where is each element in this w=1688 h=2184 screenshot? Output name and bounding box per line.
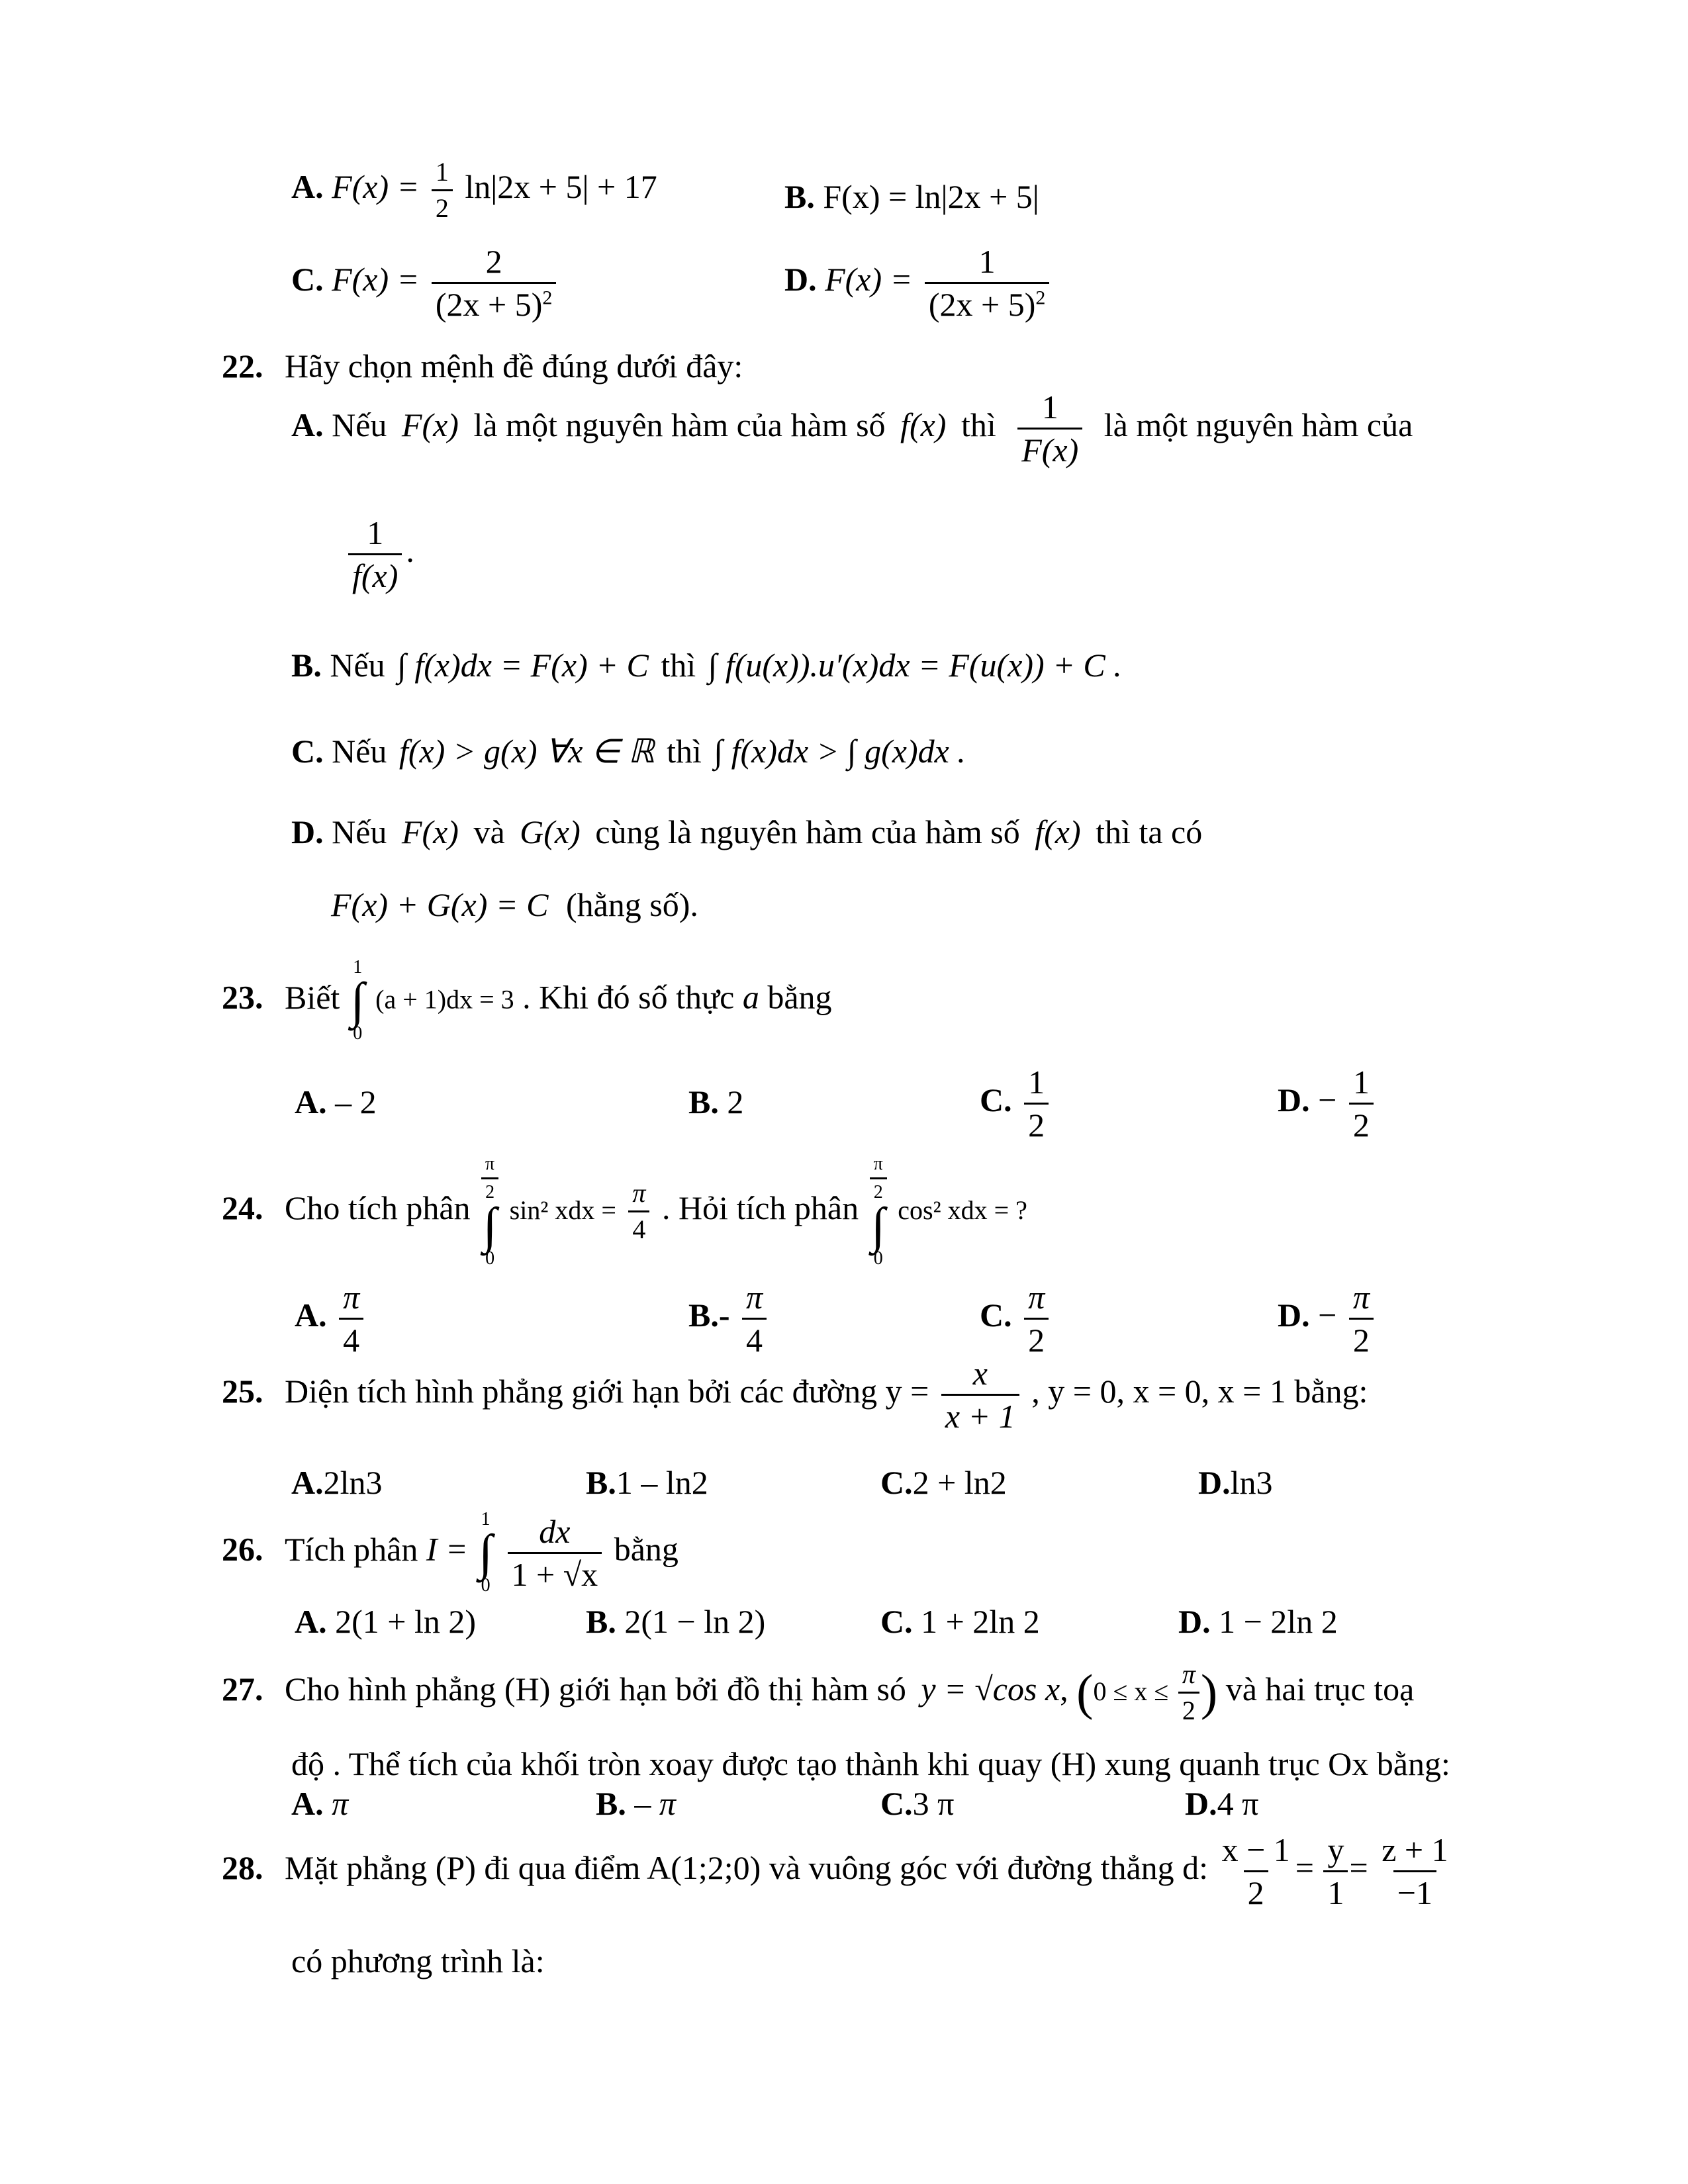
denominator: −1 [1393, 1870, 1436, 1909]
upper-limit [870, 1155, 887, 1202]
paren-open: ( [1076, 1664, 1094, 1721]
option-label: A. [291, 167, 324, 205]
numerator: 1 [1352, 1064, 1370, 1101]
text: . Hỏi tích phân [661, 1189, 859, 1227]
q25-stem [222, 1357, 1368, 1433]
sign: - [718, 1296, 730, 1334]
option-label: A. [295, 1083, 327, 1120]
q22-option-a-cont [344, 516, 414, 592]
question-number: 28. [222, 1848, 263, 1886]
q23-option-b[interactable] [688, 1085, 743, 1118]
option-label: B. [596, 1785, 626, 1822]
text: Nếu [332, 733, 387, 770]
question-number: 26. [222, 1530, 263, 1568]
fraction [925, 245, 1050, 321]
option-label: C. [880, 1464, 913, 1501]
text: là một nguyên hàm của hàm số [473, 406, 886, 443]
sign: − [1318, 1081, 1337, 1118]
denominator: 2 [1178, 1692, 1199, 1724]
fraction [348, 516, 402, 592]
integral-sign [351, 958, 365, 1043]
denominator: 1 + √x [508, 1552, 602, 1591]
text: và hai trục toạ [1225, 1670, 1415, 1707]
math: F(x) [401, 406, 459, 443]
math: ∫ f(x)dx > ∫ g(x)dx . [714, 733, 966, 770]
question-number: 27. [222, 1670, 263, 1707]
q28-stem-cont [291, 1944, 545, 1978]
denominator: 2 [1244, 1870, 1268, 1909]
numerator: x [972, 1355, 988, 1392]
denominator: 2 [481, 1177, 498, 1202]
math: F(x) = [825, 260, 913, 298]
denominator: 2 [1349, 1103, 1374, 1142]
question-number: 23. [222, 978, 263, 1016]
lower-limit: 0 [481, 1575, 491, 1596]
math: a [742, 978, 759, 1016]
q25-option-d[interactable] [1198, 1466, 1273, 1499]
math: (a + 1)dx = 3 [375, 984, 514, 1015]
q27-option-d[interactable] [1185, 1787, 1258, 1820]
denominator: f(x) [348, 553, 402, 592]
q22-option-c[interactable] [291, 735, 966, 768]
option-label: D. [1185, 1785, 1217, 1822]
fraction [1017, 390, 1082, 467]
text: thì ta có [1096, 813, 1203, 850]
option-label: A. [295, 1603, 327, 1640]
fraction [432, 245, 557, 321]
option-label: A. [291, 1785, 324, 1822]
q24-stem [222, 1155, 1027, 1268]
q25-option-c[interactable] [880, 1466, 1007, 1499]
option-label: B. [784, 178, 815, 215]
denominator: 2 [1024, 1318, 1049, 1357]
numerator: π [746, 1279, 763, 1316]
text: cùng là nguyên hàm của hàm số [595, 813, 1020, 850]
answer: 3 π [912, 1785, 955, 1822]
text: Nếu [332, 813, 387, 850]
lower-limit: 0 [873, 1248, 883, 1269]
math: F(x) [401, 813, 459, 850]
text: Mặt phẳng (P) đi qua điểm A(1;2;0) và vuông góc với đường thẳng d: [285, 1848, 1209, 1886]
text: Nếu [332, 406, 387, 443]
q26-option-b[interactable] [586, 1605, 765, 1638]
answer: 2(1 − ln 2) [624, 1603, 766, 1640]
fraction [508, 1512, 602, 1593]
q27-stem [222, 1661, 1414, 1724]
fraction [628, 1180, 649, 1243]
option-label: B. [586, 1464, 616, 1501]
q21-option-c[interactable] [291, 245, 560, 321]
q26-stem [222, 1510, 679, 1595]
fraction [1378, 1833, 1452, 1909]
q24-option-d[interactable] [1278, 1281, 1378, 1357]
fraction [1178, 1661, 1199, 1724]
numerator: π [632, 1178, 646, 1208]
numerator: 1 [1041, 388, 1058, 426]
answer: π [332, 1785, 349, 1822]
integral-symbol: ∫ [871, 1198, 886, 1253]
text: và [473, 813, 505, 850]
exponent: 2 [542, 287, 553, 309]
integral-sign [481, 1155, 498, 1268]
fraction [339, 1281, 363, 1357]
integral-symbol: ∫ [350, 973, 365, 1028]
answer: 4 π [1217, 1785, 1259, 1822]
q28-stem [222, 1833, 1454, 1909]
sign: − [1318, 1296, 1337, 1334]
fraction [1323, 1833, 1348, 1909]
text: có phương trình là: [291, 1942, 545, 1979]
math: F(x) = [332, 167, 420, 205]
q24-option-b[interactable] [688, 1281, 771, 1357]
numerator: 1 [978, 243, 996, 280]
option-label: D. [1178, 1603, 1211, 1640]
upper-limit: 1 [481, 1509, 491, 1529]
text: . Khi đó số thực [522, 978, 735, 1016]
upper-limit [481, 1155, 498, 1202]
equals: = [1349, 1848, 1368, 1886]
q21-option-a[interactable] [291, 159, 657, 222]
q23-option-a[interactable] [295, 1085, 377, 1118]
q21-option-b[interactable] [784, 180, 1039, 213]
text: là một nguyên hàm của [1103, 406, 1413, 443]
math: F(x) = ln|2x + 5| [823, 178, 1039, 215]
q26-option-a[interactable] [295, 1605, 476, 1638]
answer: 1 − 2ln 2 [1219, 1603, 1338, 1640]
q22-option-d[interactable] [291, 815, 1202, 848]
option-label: C. [980, 1081, 1012, 1118]
base: (2x + 5) [435, 286, 543, 323]
text: . [406, 531, 414, 569]
denominator: F(x) [1017, 428, 1082, 467]
option-label: D. [1198, 1464, 1231, 1501]
text: độ . Thể tích của khối tròn xoay được tạo thành khi quay (H) xung quanh trục Ox bằng: [291, 1745, 1450, 1782]
option-label: C. [291, 733, 324, 770]
numerator: z + 1 [1382, 1831, 1448, 1868]
option-label: B. [688, 1083, 719, 1120]
q23-option-c[interactable] [980, 1066, 1053, 1142]
q27-option-c[interactable] [880, 1787, 954, 1820]
numerator: dx [539, 1512, 571, 1550]
numerator: 1 [367, 514, 384, 551]
exponent: 2 [1035, 287, 1046, 309]
answer: 1 – ln2 [616, 1464, 708, 1501]
q23-stem [222, 958, 832, 1043]
question-number: 24. [222, 1189, 263, 1227]
numerator: 1 [435, 157, 449, 187]
option-label: C. [880, 1785, 913, 1822]
integral-sign [479, 1510, 492, 1595]
math: F(x) = [332, 260, 420, 298]
answer: 2(1 + ln 2) [335, 1603, 476, 1640]
math: cos² xdx = ? [898, 1195, 1027, 1226]
text: (hằng số). [565, 886, 698, 923]
numerator: π [1182, 1659, 1196, 1689]
denominator [432, 282, 557, 321]
q27-stem-cont [291, 1747, 1450, 1780]
fraction [1024, 1281, 1049, 1357]
text: Diện tích hình phẳng giới hạn bởi các đường y = [285, 1372, 929, 1410]
fraction [742, 1281, 767, 1357]
numerator: 1 [1028, 1064, 1045, 1101]
answer: 2 + ln2 [912, 1464, 1007, 1501]
q25-option-a[interactable] [291, 1466, 383, 1499]
text: thì [667, 733, 702, 770]
option-label: D. [1278, 1296, 1310, 1334]
option-label: A. [291, 1464, 324, 1501]
option-label: B. [586, 1603, 616, 1640]
denominator: x + 1 [941, 1394, 1019, 1433]
integral-symbol: ∫ [483, 1198, 497, 1253]
denominator: 2 [432, 189, 453, 222]
text: Tích phân [285, 1530, 418, 1568]
text: Nếu [330, 647, 385, 684]
answer: 1 + 2ln 2 [921, 1603, 1040, 1640]
option-label: A. [291, 406, 324, 443]
question-number: 22. [222, 347, 263, 385]
numerator: π [485, 1154, 495, 1174]
math: G(x) [520, 813, 581, 850]
text: Cho hình phẳng (H) giới hạn bởi đồ thị hàm só [285, 1670, 906, 1707]
math: ∫ f(x)dx = F(x) + C [397, 647, 649, 684]
lower-limit: 0 [485, 1248, 495, 1269]
answer: 2 [727, 1083, 744, 1120]
base: (2x + 5) [928, 286, 1036, 323]
q27-option-a[interactable] [291, 1787, 348, 1820]
numerator: π [873, 1154, 883, 1174]
math: f(x) [1035, 813, 1081, 850]
answer: – π [634, 1785, 676, 1822]
paren-close: ) [1200, 1664, 1218, 1721]
numerator: y [1327, 1831, 1344, 1868]
upper-limit: 1 [353, 957, 363, 978]
q21-option-d[interactable] [784, 245, 1053, 321]
q26-option-d[interactable] [1178, 1605, 1338, 1638]
fraction [941, 1357, 1019, 1433]
q23-option-d[interactable] [1278, 1066, 1378, 1142]
question-text: Hãy chọn mệnh đề đúng dưới đây: [285, 347, 743, 385]
option-label: C. [980, 1296, 1012, 1334]
numerator: π [1028, 1279, 1045, 1316]
fraction [1349, 1281, 1374, 1357]
math: 0 ≤ x ≤ [1093, 1676, 1169, 1706]
math: F(x) + G(x) = C [331, 886, 549, 923]
denominator: 2 [870, 1177, 887, 1202]
text: , [1060, 1670, 1068, 1707]
integral-sign [870, 1155, 887, 1268]
option-label: C. [880, 1603, 913, 1640]
math: f(x) [900, 406, 947, 443]
q24-option-c[interactable] [980, 1281, 1053, 1357]
fraction [1349, 1066, 1374, 1142]
equals: = [1295, 1848, 1314, 1886]
q22-stem [222, 349, 743, 383]
numerator: π [343, 1279, 360, 1316]
math: sin² xdx = [509, 1195, 616, 1226]
text: bằng [614, 1530, 679, 1568]
q22-option-d-cont [331, 888, 698, 921]
math: ∫ f(u(x)).u′(x)dx = F(u(x)) + C . [708, 647, 1122, 684]
text: Cho tích phân [285, 1189, 471, 1227]
math: ln|2x + 5| + 17 [465, 167, 657, 205]
q22-option-a[interactable] [291, 390, 1413, 467]
math: I = [426, 1530, 468, 1568]
math: f(x) > g(x) ∀x ∈ ℝ [399, 733, 655, 770]
q22-option-b[interactable] [291, 649, 1122, 682]
text: bằng [767, 978, 832, 1016]
text: , y = 0, x = 0, x = 1 bằng: [1031, 1372, 1368, 1410]
denominator: 4 [742, 1318, 767, 1357]
denominator [925, 282, 1050, 321]
math: y = √cos x [921, 1670, 1060, 1707]
numerator: π [1352, 1279, 1370, 1316]
numerator: 2 [485, 243, 502, 280]
fraction [1218, 1833, 1294, 1909]
q27-option-b[interactable] [596, 1787, 676, 1820]
option-label: D. [1278, 1081, 1310, 1118]
q26-option-c[interactable] [880, 1605, 1040, 1638]
denominator: 1 [1323, 1870, 1348, 1909]
lower-limit: 0 [353, 1023, 363, 1044]
fraction [1024, 1066, 1049, 1142]
text: thì [961, 406, 996, 443]
denominator: 2 [1349, 1318, 1374, 1357]
answer: 2ln3 [323, 1464, 383, 1501]
option-label: A. [295, 1296, 327, 1334]
denominator: 4 [339, 1318, 363, 1357]
option-label: C. [291, 260, 324, 298]
option-label: B. [291, 647, 322, 684]
text: Biết [285, 978, 340, 1016]
q24-option-a[interactable] [295, 1281, 367, 1357]
answer: ln3 [1230, 1464, 1273, 1501]
answer: – 2 [335, 1083, 377, 1120]
option-label: D. [784, 260, 817, 298]
integral-symbol: ∫ [479, 1525, 493, 1580]
q25-option-b[interactable] [586, 1466, 708, 1499]
text: thì [661, 647, 696, 684]
option-label: B. [688, 1296, 719, 1334]
denominator: 2 [1024, 1103, 1049, 1142]
numerator: x − 1 [1221, 1831, 1290, 1868]
fraction [432, 159, 453, 222]
option-label: D. [291, 813, 324, 850]
question-number: 25. [222, 1372, 263, 1410]
denominator: 4 [628, 1210, 649, 1243]
